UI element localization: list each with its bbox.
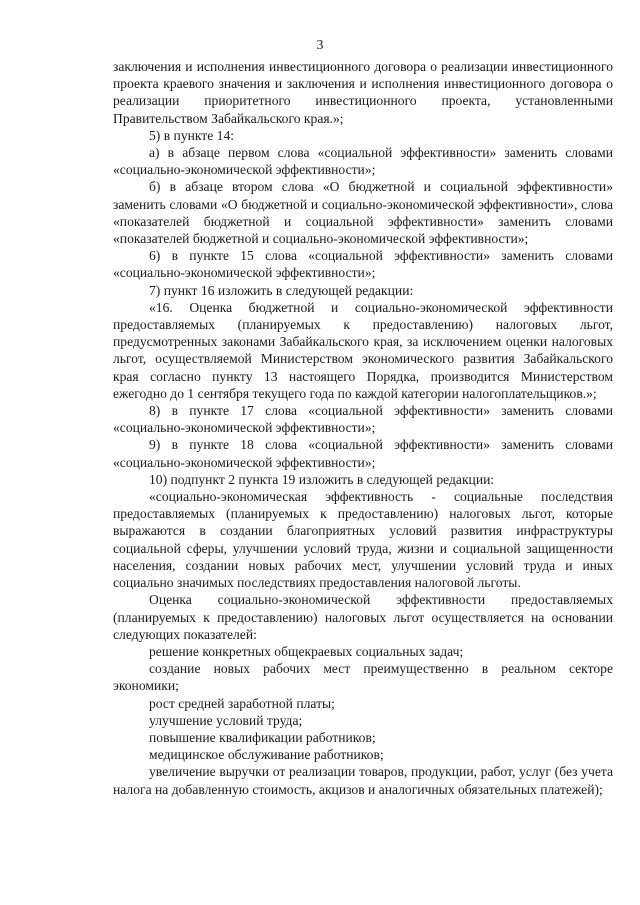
paragraph-continuation: заключения и исполнения инвестиционного договора о реализации инвестиционного проекта краевого значения и заключения и исполнения инвестиционного договора о реализации приоритетного инвестиционного проекта, установленными Правительством Забайкальского края.»;: [113, 59, 613, 126]
indicator-list-item: повышение квалификации работников;: [149, 729, 376, 745]
paragraph-item-5a: а) в абзаце первом слова «социальной эффективности» заменить словами «социально-экономической эффективности»;: [113, 145, 613, 178]
paragraph-item-8: 8) в пункте 17 слова «социальной эффективности» заменить словами «социально-экономической эффективности»;: [113, 403, 613, 436]
indicator-list-item: улучшение условий труда;: [149, 712, 303, 728]
paragraph-definition: «социально-экономическая эффективность - социальные последствия предоставляемых (планируемых к предоставлению) налоговых льгот, которые выражаются в создании благоприятных условий развития инфраструктуры социальной сферы, улучшении условий труда, жизни и социальной защищенности населения, создании новых рабочих мест, улучшении условий труда и иных социально значимых последствиях предоставления налоговой льготы.: [113, 489, 613, 591]
paragraph-clause-16: «16. Оценка бюджетной и социально-экономической эффективности предоставляемых (планируемых к предоставлению) налоговых льгот, предусмотренных законами Забайкальского края, за исключением оценки налоговых льгот, осуществляемой Министерством экономического развития Забайкальского края согласно пункту 13 настоящего Порядка, производится Министерством ежегодно до 1 сентября текущего года по каждой категории налогоплательщиков.»;: [113, 299, 613, 401]
document-body: [113, 58, 613, 798]
paragraph-item-9: 9) в пункте 18 слова «социальной эффективности» заменить словами «социально-экономической эффективности»;: [113, 437, 613, 470]
indicator-list-item: медицинское обслуживание работников;: [149, 747, 384, 763]
paragraph-item-6: 6) в пункте 15 слова «социальной эффективности» заменить словами «социально-экономической эффективности»;: [113, 248, 613, 281]
paragraph-item-7: 7) пункт 16 изложить в следующей редакции:: [149, 282, 414, 298]
indicator-list-item: рост средней заработной платы;: [149, 695, 335, 711]
indicator-list-item: увеличение выручки от реализации товаров, продукции, работ, услуг (без учета налога на добавленную стоимость, акцизов и аналогичных обязательных платежей);: [113, 764, 613, 797]
paragraph-item-10: 10) подпункт 2 пункта 19 изложить в следующей редакции:: [149, 471, 495, 487]
indicator-list-item: создание новых рабочих мест преимущественно в реальном секторе экономики;: [113, 661, 613, 694]
paragraph-item-5: 5) в пункте 14:: [149, 127, 235, 143]
indicator-list-item: решение конкретных общекраевых социальных задач;: [149, 643, 464, 659]
paragraph-assessment: Оценка социально-экономической эффективности предоставляемых (планируемых к предоставлению) налоговых льгот осуществляется на основании следующих показателей:: [113, 592, 613, 642]
page-number: 3: [316, 37, 324, 52]
paragraph-item-5b: б) в абзаце втором слова «О бюджетной и социальной эффективности» заменить словами «О бюджетной и социально-экономической эффективности», слова «показателей бюджетной и социальной эффективности» заменить словами «показателей бюджетной и социально-экономической эффективности»;: [113, 179, 613, 247]
